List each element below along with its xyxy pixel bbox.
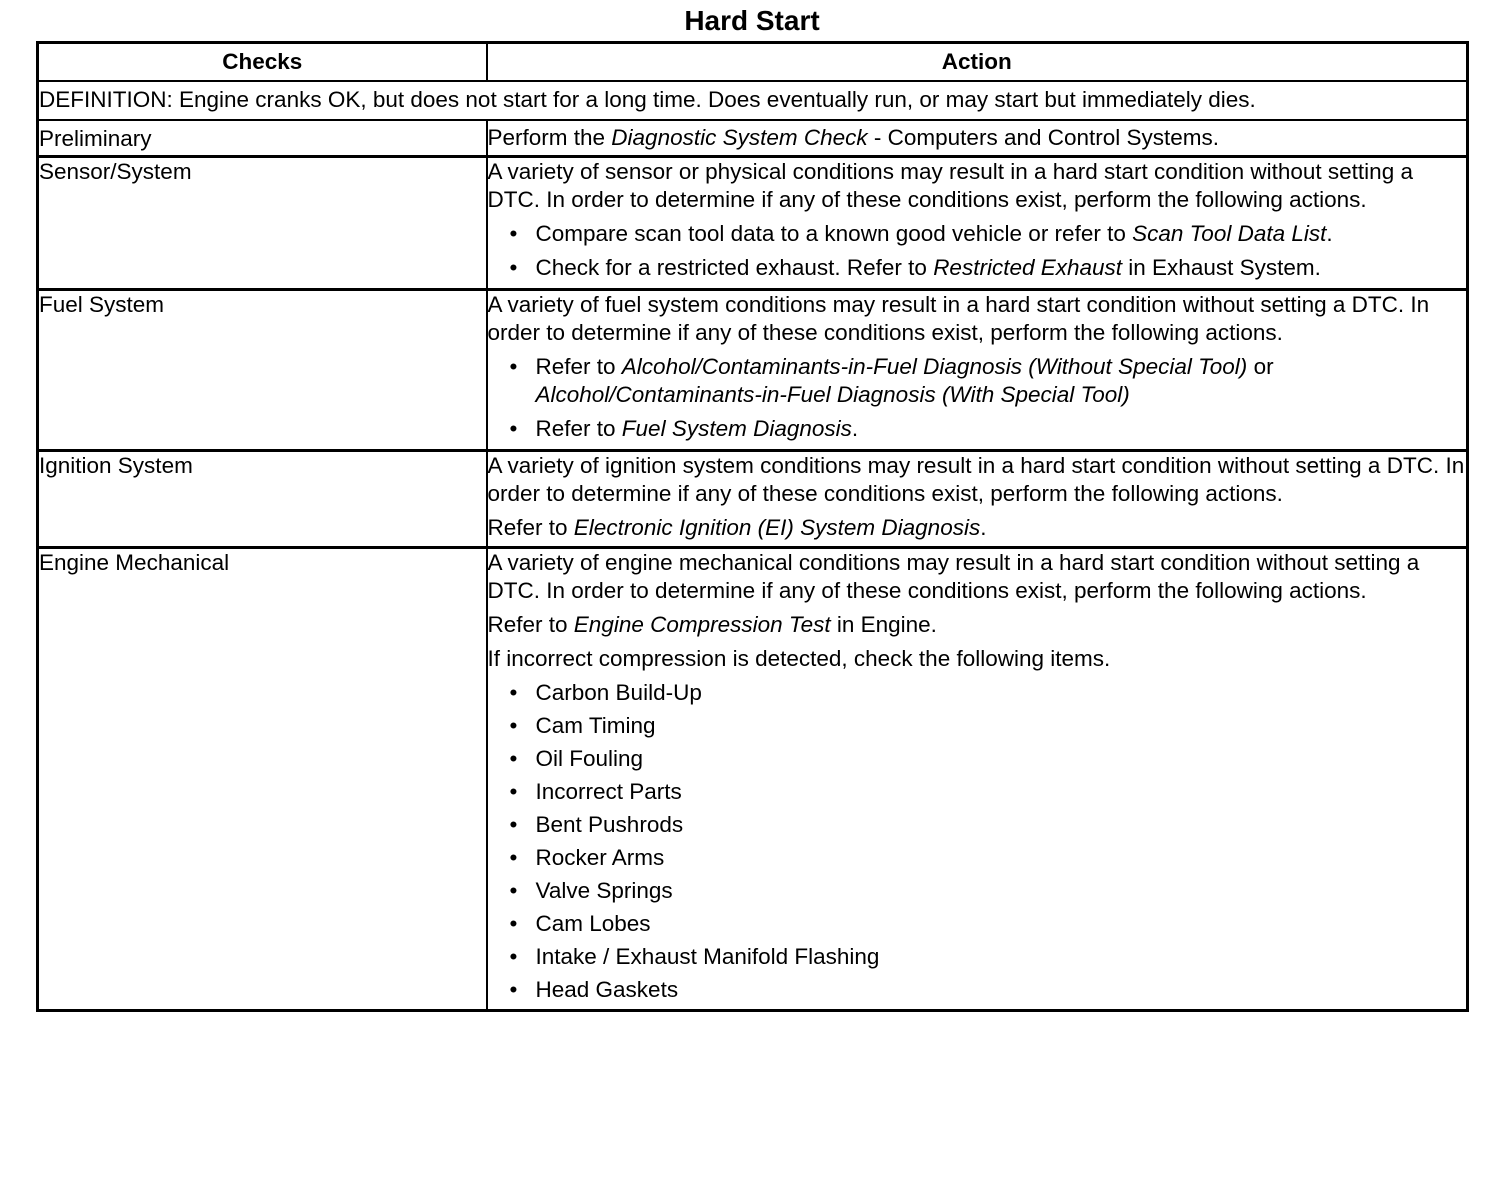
action-ignition-system [487, 451, 1468, 548]
bullet-list [488, 353, 1467, 443]
table-row [38, 548, 1468, 1011]
list-item [510, 415, 1467, 443]
check-preliminary: Preliminary [38, 120, 487, 157]
action-text: Refer to [487, 515, 574, 540]
item-text: . [1326, 221, 1333, 246]
bullet-icon: • [509, 713, 518, 738]
item-text: Refer to [535, 354, 622, 379]
list-item [510, 353, 1467, 409]
list-item [510, 877, 1467, 905]
action-text: Perform the [487, 125, 612, 150]
table-row [38, 120, 1468, 157]
bullet-icon: • [509, 416, 518, 441]
page-title: Hard Start [684, 5, 820, 36]
item-text: Incorrect Parts [535, 779, 682, 804]
item-text: . [851, 416, 859, 441]
action-reference [488, 611, 1467, 639]
reference-link: Restricted Exhaust [933, 255, 1123, 280]
list-item [510, 745, 1467, 773]
check-engine-mechanical: Engine Mechanical [38, 548, 487, 1011]
bullet-icon: • [509, 354, 518, 379]
item-text: or [1247, 354, 1274, 379]
reference-link: Diagnostic System Check [611, 125, 868, 150]
reference-link: Scan Tool Data List [1132, 221, 1327, 246]
item-text: in Exhaust System. [1122, 255, 1321, 280]
check-items-list [488, 679, 1467, 1004]
action-text: - Computers and Control Systems. [867, 125, 1220, 150]
hard-start-table [36, 41, 1469, 1012]
list-item [510, 976, 1467, 1004]
action-fuel-system [487, 290, 1468, 451]
action-intro: A variety of ignition system conditions may result in a hard start condition without setting a DTC. In order to determine if any of these conditions exist, perform the following actions. [487, 453, 1465, 506]
action-preliminary [487, 120, 1468, 157]
list-item [510, 811, 1467, 839]
reference-link: Engine Compression Test [573, 612, 831, 637]
bullet-icon: • [509, 255, 518, 280]
bullet-icon: • [509, 812, 518, 837]
check-ignition-system: Ignition System [38, 451, 487, 548]
bullet-icon: • [509, 878, 518, 903]
action-intro: A variety of sensor or physical conditions may result in a hard start condition without setting a DTC. In order to determine if any of these conditions exist, perform the following actions. [487, 159, 1413, 212]
item-text: Rocker Arms [535, 845, 665, 870]
item-text: Refer to [535, 416, 622, 441]
action-sensor-system [487, 157, 1468, 290]
item-text: Check for a restricted exhaust. Refer to [535, 255, 934, 280]
list-item [510, 943, 1467, 971]
checks-header: Checks [38, 43, 487, 82]
list-item [510, 778, 1467, 806]
check-fuel-system: Fuel System [38, 290, 487, 451]
table-row [38, 157, 1468, 290]
list-item [510, 220, 1467, 248]
item-text: Cam Timing [535, 713, 656, 738]
bullet-icon: • [509, 977, 518, 1002]
bullet-icon: • [509, 911, 518, 936]
item-text: Oil Fouling [535, 746, 644, 771]
bullet-icon: • [509, 779, 518, 804]
check-sensor-system: Sensor/System [38, 157, 487, 290]
table-row [38, 290, 1468, 451]
header-row [38, 43, 1468, 82]
action-text: . [980, 515, 987, 540]
list-item [510, 254, 1467, 282]
action-text: in Engine. [830, 612, 937, 637]
reference-link: Electronic Ignition (EI) System Diagnosis [573, 515, 981, 540]
definition-text: DEFINITION: Engine cranks OK, but does not start for a long time. Does eventually run, or may start but immediately dies. [38, 81, 1468, 120]
definition-row [38, 81, 1468, 120]
table-row [38, 451, 1468, 548]
bullet-icon: • [509, 680, 518, 705]
action-text: Refer to [487, 612, 574, 637]
action-reference [488, 514, 1467, 542]
bullet-list [488, 220, 1467, 282]
compression-note: If incorrect compression is detected, check the following items. [487, 646, 1111, 671]
reference-link: Alcohol/Contaminants-in-Fuel Diagnosis (With Special Tool) [535, 382, 1130, 407]
bullet-icon: • [509, 944, 518, 969]
item-text: Bent Pushrods [535, 812, 684, 837]
list-item [510, 712, 1467, 740]
item-text: Carbon Build-Up [535, 680, 702, 705]
bullet-icon: • [509, 221, 518, 246]
list-item [510, 679, 1467, 707]
reference-link: Alcohol/Contaminants-in-Fuel Diagnosis (Without Special Tool) [621, 354, 1248, 379]
item-text: Valve Springs [535, 878, 673, 903]
item-text: Head Gaskets [535, 977, 679, 1002]
list-item [510, 844, 1467, 872]
item-text: Compare scan tool data to a known good vehicle or refer to [535, 221, 1133, 246]
item-text: Intake / Exhaust Manifold Flashing [535, 944, 880, 969]
bullet-icon: • [509, 845, 518, 870]
list-item [510, 910, 1467, 938]
reference-link: Fuel System Diagnosis [621, 416, 852, 441]
bullet-icon: • [509, 746, 518, 771]
action-intro: A variety of fuel system conditions may result in a hard start condition without setting a DTC. In order to determine if any of these conditions exist, perform the following actions. [487, 292, 1430, 345]
item-text: Cam Lobes [535, 911, 651, 936]
action-intro: A variety of engine mechanical conditions may result in a hard start condition without setting a DTC. In order to determine if any of these conditions exist, perform the following actions. [487, 550, 1420, 603]
action-header: Action [487, 43, 1468, 82]
action-engine-mechanical [487, 548, 1468, 1011]
